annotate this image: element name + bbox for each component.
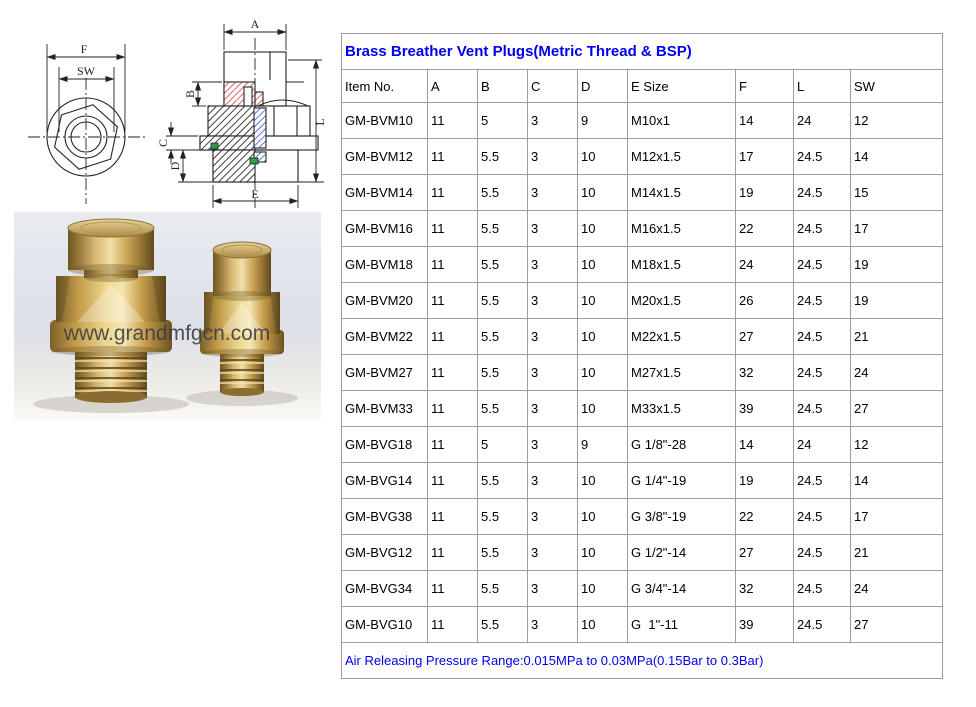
table-cell: 24.5 [794, 391, 851, 427]
table-cell: 5 [478, 427, 528, 463]
table-cell: M18x1.5 [628, 247, 736, 283]
table-cell: 5.5 [478, 247, 528, 283]
table-cell: GM-BVG38 [342, 499, 428, 535]
table-cell: 11 [428, 355, 478, 391]
label-C: C [156, 138, 170, 148]
table-cell: 17 [851, 211, 943, 247]
label-L: L [313, 118, 327, 126]
table-cell: GM-BVM18 [342, 247, 428, 283]
dim-D [178, 150, 211, 182]
table-cell: G 1/2"-14 [628, 535, 736, 571]
table-cell: 11 [428, 427, 478, 463]
table-cell: 24.5 [794, 499, 851, 535]
table-cell: 14 [736, 427, 794, 463]
table-cell: 11 [428, 463, 478, 499]
table-cell: 26 [736, 283, 794, 319]
table-cell: 27 [851, 607, 943, 643]
table-cell: 24 [794, 103, 851, 139]
table-cell: 21 [851, 535, 943, 571]
column-header: SW [851, 70, 943, 103]
table-cell: 5.5 [478, 607, 528, 643]
table-cell: 27 [851, 391, 943, 427]
column-header: E Size [628, 70, 736, 103]
table-cell: 27 [736, 319, 794, 355]
table-cell: 11 [428, 319, 478, 355]
table-cell: 24.5 [794, 319, 851, 355]
table-cell: 11 [428, 283, 478, 319]
table-header-row [342, 70, 943, 103]
table-cell: 10 [578, 571, 628, 607]
table-cell: 3 [528, 391, 578, 427]
table-cell: 21 [851, 319, 943, 355]
table-cell: GM-BVM33 [342, 391, 428, 427]
dim-C [166, 122, 198, 164]
table-cell: 11 [428, 247, 478, 283]
table-cell: 14 [851, 139, 943, 175]
table-cell: 11 [428, 391, 478, 427]
table-cell: GM-BVM27 [342, 355, 428, 391]
table-cell: 11 [428, 139, 478, 175]
table-cell: M22x1.5 [628, 319, 736, 355]
table-row [342, 175, 943, 211]
table-cell: GM-BVG10 [342, 607, 428, 643]
table-cell: 14 [851, 463, 943, 499]
label-B: B [183, 89, 197, 99]
table-cell: 3 [528, 571, 578, 607]
table-cell: 5.5 [478, 535, 528, 571]
column-header: B [478, 70, 528, 103]
table-cell: 22 [736, 211, 794, 247]
table-cell: 5.5 [478, 355, 528, 391]
table-cell: 3 [528, 211, 578, 247]
table-cell: 3 [528, 103, 578, 139]
table-cell: 12 [851, 103, 943, 139]
table-cell: 10 [578, 607, 628, 643]
label-SW: SW [77, 64, 95, 78]
table-cell: G 1"-11 [628, 607, 736, 643]
table-cell: 17 [851, 499, 943, 535]
table-row [342, 211, 943, 247]
column-header: F [736, 70, 794, 103]
table-cell: M33x1.5 [628, 391, 736, 427]
table-cell: 27 [736, 535, 794, 571]
table-cell: 10 [578, 283, 628, 319]
table-cell: M20x1.5 [628, 283, 736, 319]
table-cell: 10 [578, 463, 628, 499]
table-cell: 17 [736, 139, 794, 175]
table-row [342, 607, 943, 643]
table-cell: 24 [736, 247, 794, 283]
table-cell: GM-BVG14 [342, 463, 428, 499]
table-cell: 11 [428, 211, 478, 247]
table-cell: G 3/8"-19 [628, 499, 736, 535]
table-cell: 3 [528, 247, 578, 283]
table-cell: GM-BVM12 [342, 139, 428, 175]
table-cell: 10 [578, 319, 628, 355]
table-cell: 11 [428, 607, 478, 643]
table-cell: 3 [528, 139, 578, 175]
table-row [342, 391, 943, 427]
table-cell: 5.5 [478, 463, 528, 499]
table-cell: 24.5 [794, 175, 851, 211]
table-cell: M27x1.5 [628, 355, 736, 391]
table-cell: 10 [578, 247, 628, 283]
table-cell: 32 [736, 355, 794, 391]
table-cell: 3 [528, 319, 578, 355]
table-cell: 3 [528, 535, 578, 571]
column-header: Item No. [342, 70, 428, 103]
spec-table [341, 33, 943, 679]
table-row [342, 355, 943, 391]
table-row [342, 571, 943, 607]
table-row [342, 319, 943, 355]
table-cell: 24 [794, 427, 851, 463]
table-cell: 10 [578, 175, 628, 211]
table-cell: 19 [736, 175, 794, 211]
table-cell: 22 [736, 499, 794, 535]
table-cell: 11 [428, 571, 478, 607]
table-cell: 24.5 [794, 211, 851, 247]
table-cell: 24.5 [794, 247, 851, 283]
table-cell: 10 [578, 391, 628, 427]
table-cell: 19 [736, 463, 794, 499]
column-header: A [428, 70, 478, 103]
table-cell: 5.5 [478, 571, 528, 607]
column-header: D [578, 70, 628, 103]
table-cell: 5.5 [478, 391, 528, 427]
table-cell: G 3/4"-14 [628, 571, 736, 607]
table-cell: GM-BVG12 [342, 535, 428, 571]
table-cell: 19 [851, 283, 943, 319]
section-view [166, 24, 324, 208]
table-cell: 10 [578, 499, 628, 535]
table-cell: 3 [528, 463, 578, 499]
table-cell: G 1/4"-19 [628, 463, 736, 499]
table-cell: 24.5 [794, 535, 851, 571]
table-cell: M14x1.5 [628, 175, 736, 211]
table-cell: 3 [528, 175, 578, 211]
table-cell: 11 [428, 175, 478, 211]
table-cell: 24.5 [794, 607, 851, 643]
table-cell: 3 [528, 499, 578, 535]
table-cell: GM-BVM10 [342, 103, 428, 139]
table-cell: 24.5 [794, 139, 851, 175]
label-E: E [251, 187, 259, 201]
table-cell: 9 [578, 427, 628, 463]
seal-green-center [250, 158, 258, 164]
table-cell: 14 [736, 103, 794, 139]
table-cell: 5.5 [478, 211, 528, 247]
label-D: D [168, 161, 182, 171]
technical-drawing [8, 10, 340, 212]
column-header: C [528, 70, 578, 103]
label-A: A [250, 17, 260, 31]
table-cell: 24.5 [794, 463, 851, 499]
table-cell: M12x1.5 [628, 139, 736, 175]
table-title-row [342, 34, 943, 70]
table-cell: 32 [736, 571, 794, 607]
table-cell: 12 [851, 427, 943, 463]
table-cell: 24.5 [794, 571, 851, 607]
table-cell: 10 [578, 535, 628, 571]
hex-section-hatch [208, 106, 255, 136]
table-cell: 3 [528, 283, 578, 319]
table-cell: 5 [478, 103, 528, 139]
table-cell: 19 [851, 247, 943, 283]
table-cell: 5.5 [478, 175, 528, 211]
table-cell: 11 [428, 499, 478, 535]
table-row [342, 535, 943, 571]
table-cell: 15 [851, 175, 943, 211]
table-cell: 10 [578, 355, 628, 391]
product-photo [14, 212, 321, 421]
table-cell: 39 [736, 391, 794, 427]
table-cell: GM-BVM20 [342, 283, 428, 319]
product-photo-svg [14, 212, 321, 421]
table-row [342, 283, 943, 319]
table-cell: 5.5 [478, 139, 528, 175]
table-cell: 10 [578, 211, 628, 247]
table-title: Brass Breather Vent Plugs(Metric Thread & BSP) [342, 34, 943, 70]
table-row [342, 499, 943, 535]
table-cell: 9 [578, 103, 628, 139]
technical-drawing-svg [8, 10, 340, 212]
table-cell: 11 [428, 103, 478, 139]
table-cell: 5.5 [478, 319, 528, 355]
table-cell: G 1/8"-28 [628, 427, 736, 463]
table-cell: 5.5 [478, 499, 528, 535]
table-footer-row [342, 643, 943, 679]
table-cell: 10 [578, 139, 628, 175]
centerlines [28, 78, 148, 204]
table-cell: GM-BVG34 [342, 571, 428, 607]
table-cell: 3 [528, 355, 578, 391]
table-row [342, 463, 943, 499]
table-cell: M16x1.5 [628, 211, 736, 247]
pressure-range-note: Air Releasing Pressure Range:0.015MPa to 0.03MPa(0.15Bar to 0.3Bar) [342, 643, 943, 679]
seal-green-left [211, 143, 218, 149]
table-cell: 11 [428, 535, 478, 571]
table-cell: 24 [851, 571, 943, 607]
table-cell: 3 [528, 607, 578, 643]
watermark-text: www.grandmfgcn.com [63, 322, 271, 345]
table-cell: 39 [736, 607, 794, 643]
table-cell: GM-BVG18 [342, 427, 428, 463]
table-cell: GM-BVM16 [342, 211, 428, 247]
table-cell: 5.5 [478, 283, 528, 319]
label-F: F [80, 42, 88, 56]
table-row [342, 139, 943, 175]
stem-section-blue [254, 108, 266, 148]
table-cell: GM-BVM14 [342, 175, 428, 211]
table-row [342, 247, 943, 283]
column-header: L [794, 70, 851, 103]
table-cell: 24 [851, 355, 943, 391]
table-row [342, 427, 943, 463]
table-cell: GM-BVM22 [342, 319, 428, 355]
table-cell: 24.5 [794, 355, 851, 391]
table-row [342, 103, 943, 139]
table-cell: 24.5 [794, 283, 851, 319]
table-cell: 3 [528, 427, 578, 463]
table-cell: M10x1 [628, 103, 736, 139]
